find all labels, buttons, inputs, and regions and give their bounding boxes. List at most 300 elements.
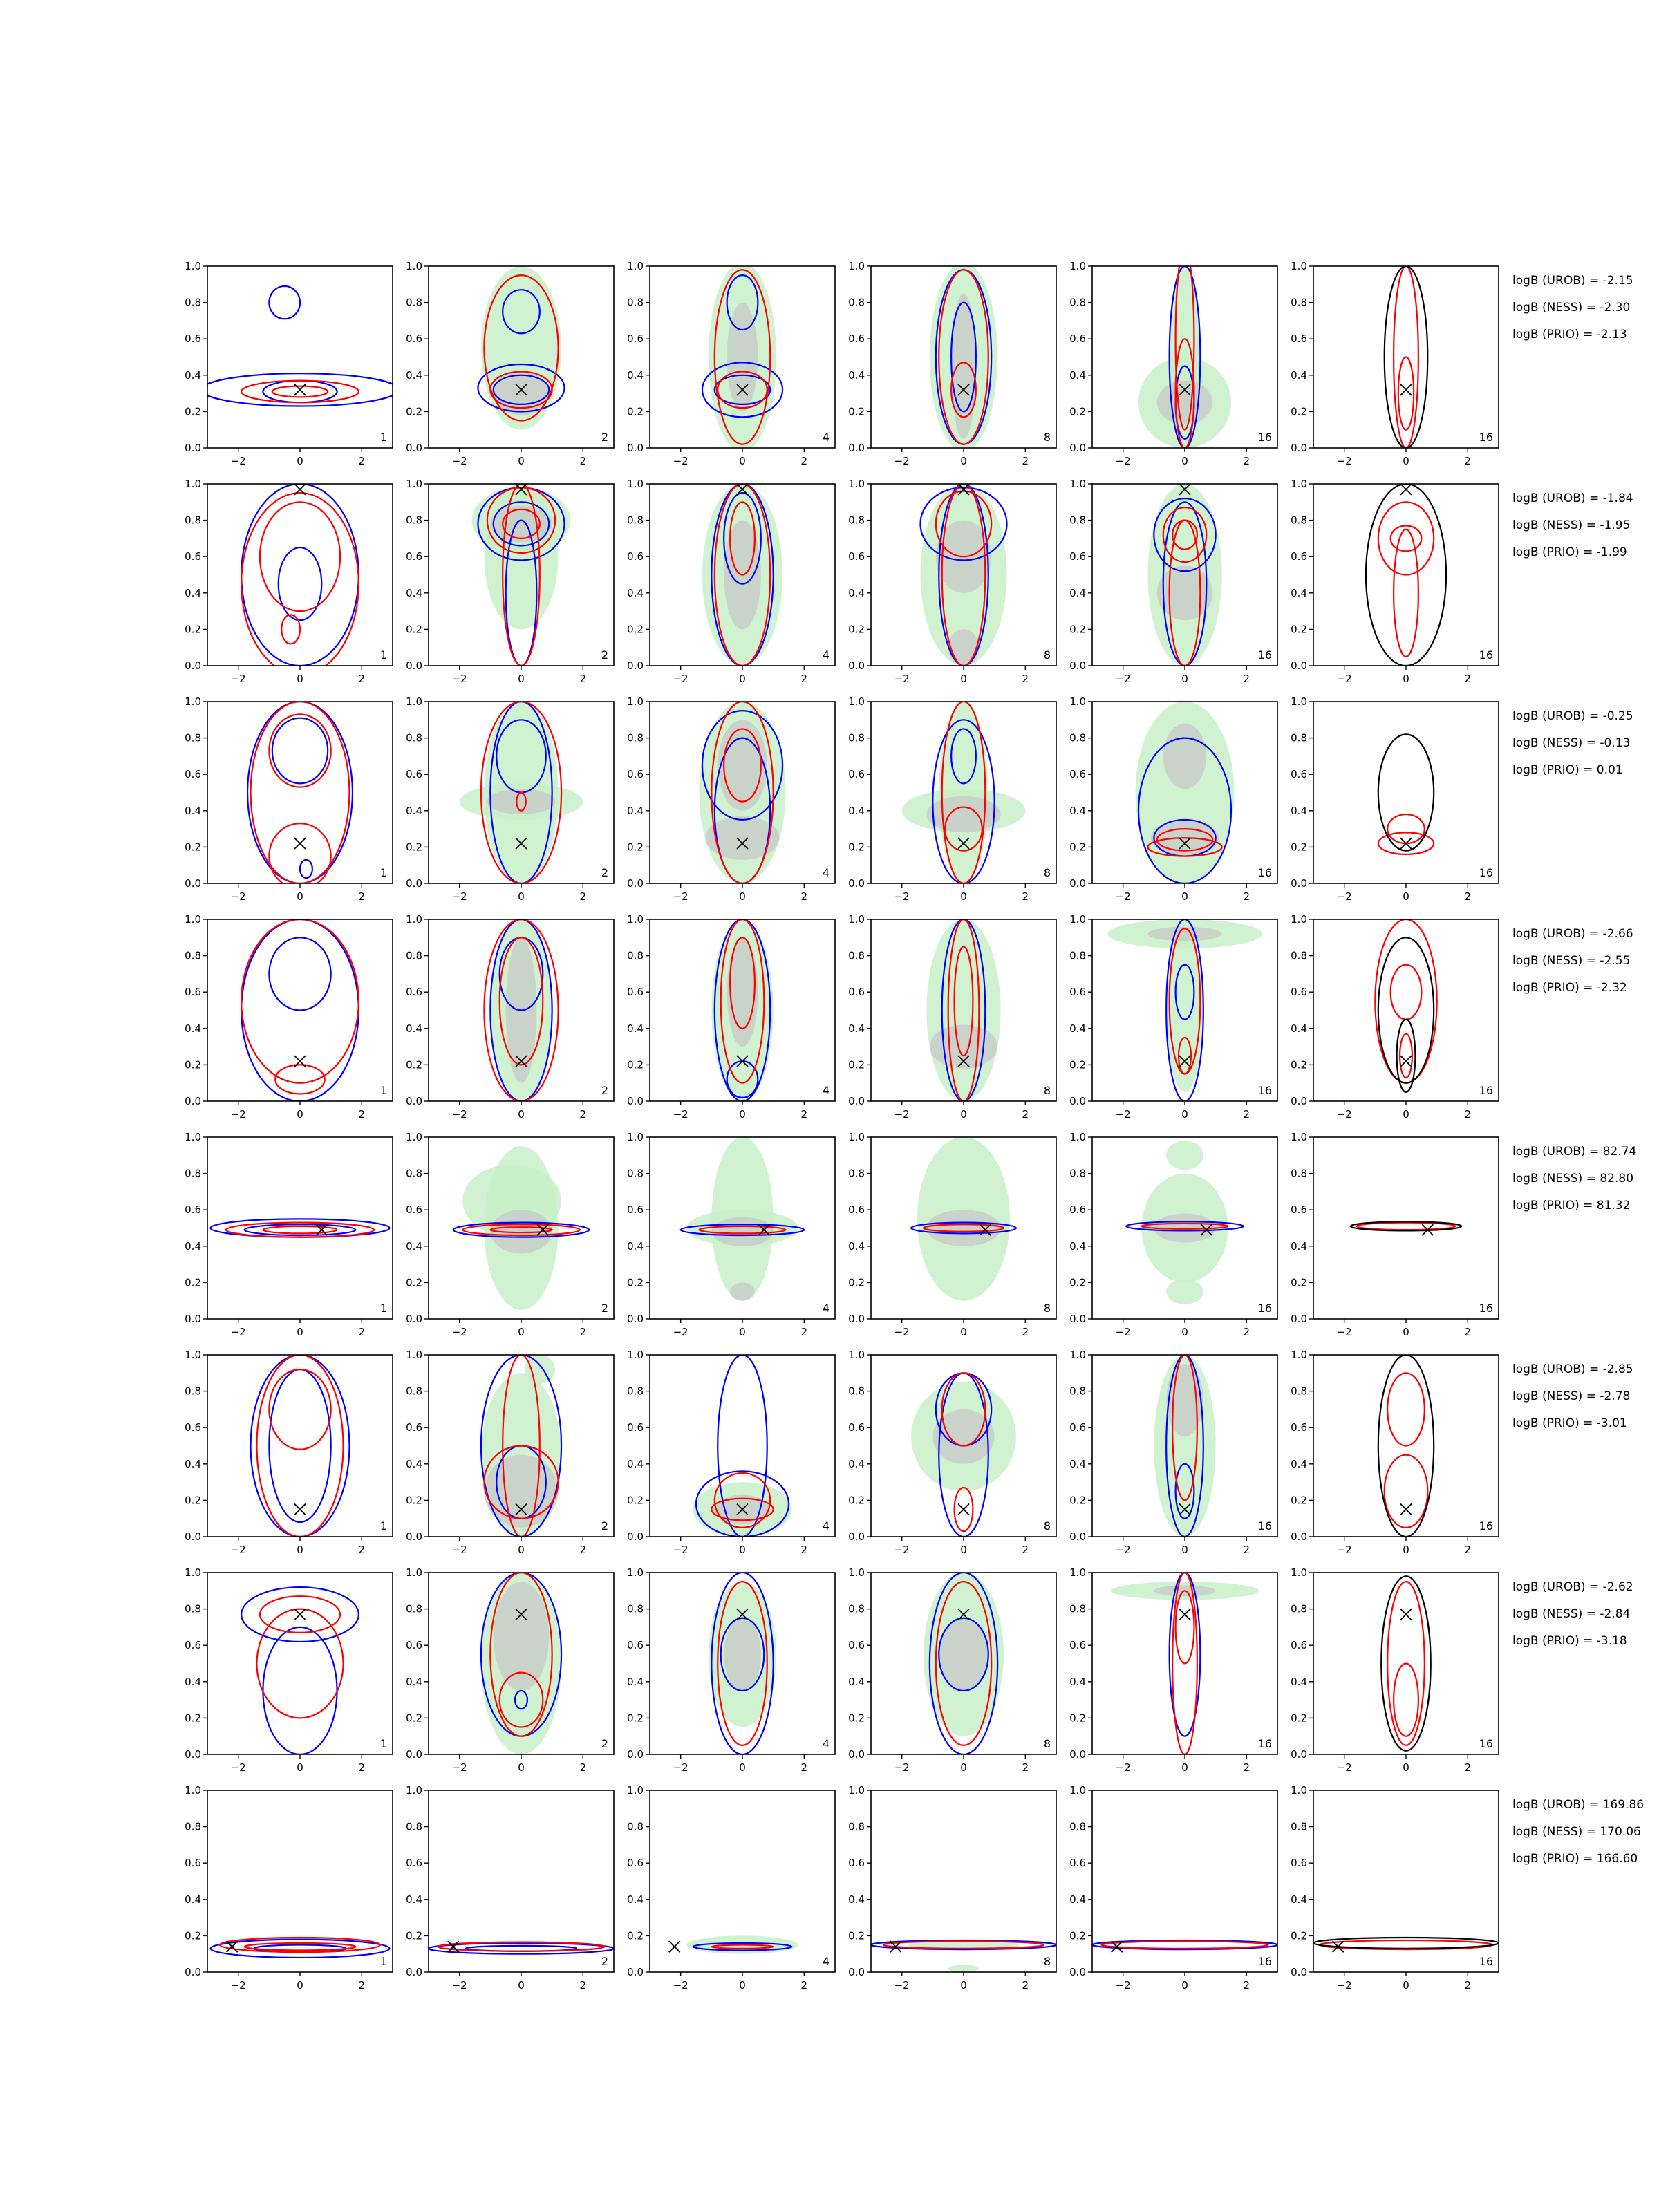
x-tick-label: 2	[579, 1326, 587, 1338]
panel-row-1	[185, 248, 1633, 467]
blue-contour-1	[241, 484, 359, 666]
x-tick-label: −2	[451, 1108, 467, 1121]
red-contour-2	[1176, 1591, 1194, 1663]
y-tick-label: 0.8	[1291, 1167, 1307, 1180]
y-tick-label: 0.6	[406, 986, 422, 999]
x-tick-label: −2	[1336, 1761, 1352, 1774]
panel-r8-c5	[1069, 1784, 1277, 1991]
y-tick-label: 0.6	[848, 1203, 865, 1217]
panel-count-label: 4	[822, 648, 830, 662]
y-tick-label: 0.6	[1291, 768, 1307, 781]
x-tick-label: 2	[579, 455, 587, 467]
gray-contour-1	[727, 937, 758, 1047]
y-tick-label: 0.2	[848, 841, 865, 854]
y-tick-label: 0.4	[627, 1022, 644, 1035]
true-value-marker	[1400, 1609, 1412, 1620]
x-tick-label: 0	[518, 1761, 525, 1774]
panel-count-label: 16	[1257, 431, 1272, 444]
panel-count-label: 2	[601, 866, 608, 879]
y-tick-label: 0.6	[1291, 1203, 1307, 1217]
x-tick-label: 0	[518, 1979, 525, 1991]
y-tick-label: 0.2	[185, 1712, 201, 1725]
x-tick-label: 2	[1243, 1108, 1250, 1121]
panel-count-label: 8	[1043, 1519, 1051, 1533]
x-tick-label: 0	[297, 673, 303, 685]
y-tick-label: 0.0	[406, 1966, 422, 1978]
x-tick-label: 2	[1243, 673, 1250, 685]
x-tick-label: 0	[518, 1544, 525, 1556]
y-tick-label: 0.6	[185, 986, 201, 999]
y-tick-label: 0.8	[185, 1820, 201, 1833]
y-tick-label: 0.2	[185, 1058, 201, 1071]
x-tick-label: −2	[230, 1761, 246, 1774]
logb-label: logB (UROB) = 82.74	[1512, 1145, 1637, 1159]
panel-count-label: 8	[1043, 1737, 1051, 1750]
panel-count-label: 4	[822, 1084, 830, 1097]
y-tick-label: 0.0	[848, 1966, 865, 1978]
y-tick-label: 0.0	[1291, 1748, 1307, 1761]
y-tick-label: 0.0	[1069, 442, 1086, 454]
panel-count-label: 2	[601, 1302, 608, 1315]
panel-r3-c1	[185, 695, 393, 903]
y-tick-label: 0.2	[1069, 1058, 1086, 1071]
gray-contour-1	[727, 303, 758, 412]
panel-r8-c6	[1291, 1784, 1499, 1991]
panel-r3-c4	[848, 695, 1056, 903]
y-tick-label: 0.8	[1069, 1167, 1086, 1180]
panel-count-label: 1	[379, 1955, 387, 1968]
red-contour-1	[241, 919, 359, 1083]
y-tick-label: 0.6	[1069, 768, 1086, 781]
y-tick-label: 0.8	[1069, 296, 1086, 309]
panel-plot-area	[902, 702, 1026, 883]
y-tick-label: 0.4	[1291, 804, 1307, 817]
y-tick-label: 0.8	[406, 1385, 422, 1398]
y-tick-label: 0.4	[1069, 804, 1086, 817]
panel-plot-area	[1313, 1938, 1499, 1952]
y-tick-label: 0.4	[1069, 1022, 1086, 1035]
y-tick-label: 1.0	[1069, 1784, 1086, 1797]
y-tick-label: 0.6	[406, 550, 422, 563]
y-tick-label: 1.0	[848, 1566, 865, 1579]
panel-count-label: 16	[1257, 1519, 1272, 1533]
panel-count-label: 8	[1043, 1302, 1051, 1315]
panel-row-5	[185, 1131, 1636, 1338]
x-tick-label: −2	[451, 1544, 467, 1556]
panel-plot-area	[210, 1219, 389, 1237]
y-tick-label: 1.0	[1291, 1784, 1307, 1797]
x-tick-label: 2	[579, 1979, 587, 1991]
x-tick-label: 0	[1181, 1544, 1188, 1556]
y-tick-label: 0.2	[627, 1929, 644, 1942]
y-tick-label: 0.0	[406, 1748, 422, 1761]
y-tick-label: 0.6	[627, 986, 644, 999]
panel-row-3	[185, 695, 1633, 903]
x-tick-label: 0	[297, 1544, 303, 1556]
red-contour-1	[269, 714, 330, 787]
y-tick-label: 0.2	[406, 405, 422, 418]
y-tick-label: 0.2	[848, 405, 865, 418]
y-tick-label: 0.0	[185, 659, 201, 672]
x-tick-label: −2	[1115, 673, 1131, 685]
y-tick-label: 0.2	[627, 1494, 644, 1507]
y-tick-label: 0.8	[185, 1167, 201, 1180]
y-tick-label: 0.2	[406, 1058, 422, 1071]
y-tick-label: 0.8	[627, 1167, 644, 1180]
x-tick-label: −2	[673, 673, 688, 685]
x-tick-label: −2	[894, 455, 910, 467]
gray-contour-1	[926, 1210, 1000, 1246]
y-tick-label: 0.4	[406, 368, 422, 382]
gray-contour-1	[1163, 724, 1207, 789]
panel-frame	[207, 484, 393, 666]
y-tick-label: 0.4	[1291, 1239, 1307, 1253]
y-tick-label: 0.8	[1291, 514, 1307, 527]
y-tick-label: 0.8	[406, 296, 422, 309]
y-tick-label: 0.0	[1291, 1966, 1307, 1978]
y-tick-label: 0.0	[848, 659, 865, 672]
panel-plot-area	[478, 266, 564, 430]
x-tick-label: 2	[579, 1544, 587, 1556]
y-tick-label: 0.0	[406, 659, 422, 672]
panel-r2-c3	[627, 478, 835, 685]
panel-count-label: 4	[822, 866, 830, 879]
panel-plot-area	[472, 484, 571, 666]
x-tick-label: 0	[1403, 673, 1409, 685]
true-value-marker	[669, 1941, 680, 1952]
x-tick-label: 2	[1243, 455, 1250, 467]
panel-count-label: 16	[1479, 1519, 1493, 1533]
panel-r4-c6	[1291, 913, 1499, 1121]
logb-label: logB (UROB) = -2.15	[1512, 274, 1633, 288]
y-tick-label: 0.2	[1291, 1058, 1307, 1071]
y-tick-label: 0.2	[1291, 1712, 1307, 1725]
y-tick-label: 1.0	[1069, 695, 1086, 708]
true-value-marker	[294, 1609, 306, 1620]
panel-r2-c4	[848, 478, 1056, 685]
y-tick-label: 1.0	[1069, 1566, 1086, 1579]
y-tick-label: 0.4	[406, 1022, 422, 1035]
panel-count-label: 8	[1043, 866, 1051, 879]
panel-r6-c2	[406, 1349, 614, 1556]
y-tick-label: 0.4	[627, 1239, 644, 1253]
x-tick-label: −2	[894, 1544, 910, 1556]
gray-contour-2	[730, 1282, 755, 1300]
y-tick-label: 0.4	[1291, 586, 1307, 599]
y-tick-label: 0.2	[1069, 623, 1086, 636]
y-tick-label: 1.0	[627, 1349, 644, 1361]
y-tick-label: 0.4	[185, 586, 201, 599]
x-tick-label: 2	[579, 890, 587, 903]
y-tick-label: 0.6	[1069, 332, 1086, 346]
y-tick-label: 0.4	[627, 804, 644, 817]
x-tick-label: −2	[1336, 1108, 1352, 1121]
x-tick-label: −2	[230, 890, 246, 903]
x-tick-label: 0	[1181, 890, 1188, 903]
y-tick-label: 0.8	[185, 296, 201, 309]
panel-count-label: 4	[822, 1302, 830, 1315]
x-tick-label: 2	[358, 673, 366, 685]
x-tick-label: 0	[518, 1108, 525, 1121]
gray-contour-1	[1157, 381, 1212, 424]
y-tick-label: 0.6	[1291, 1857, 1307, 1870]
y-tick-label: 0.6	[1069, 986, 1086, 999]
y-tick-label: 0.0	[185, 1966, 201, 1978]
y-tick-label: 0.0	[406, 1530, 422, 1543]
y-tick-label: 0.2	[1069, 1494, 1086, 1507]
y-tick-label: 0.2	[406, 841, 422, 854]
y-tick-label: 0.2	[185, 841, 201, 854]
panel-count-label: 16	[1257, 1084, 1272, 1097]
y-tick-label: 0.6	[1291, 550, 1307, 563]
y-tick-label: 0.8	[185, 1385, 201, 1398]
y-tick-label: 0.8	[848, 949, 865, 962]
gray-contour-2	[948, 629, 980, 666]
y-tick-label: 0.0	[1069, 1095, 1086, 1107]
panel-count-label: 4	[822, 1737, 830, 1750]
x-tick-label: 2	[800, 1326, 808, 1338]
x-tick-label: 2	[1464, 1108, 1472, 1121]
y-tick-label: 0.8	[1069, 731, 1086, 744]
x-tick-label: 0	[1403, 1544, 1409, 1556]
x-tick-label: 2	[1022, 1761, 1029, 1774]
y-tick-label: 0.0	[848, 1313, 865, 1325]
x-tick-label: 0	[1181, 1979, 1188, 1991]
panel-plot-area	[1147, 484, 1221, 666]
panel-r6-c1	[185, 1349, 393, 1556]
y-tick-label: 0.4	[1069, 368, 1086, 382]
x-tick-label: 0	[960, 1326, 967, 1338]
panel-r1-c2	[406, 260, 614, 467]
blue-contour-1	[247, 702, 353, 883]
y-tick-label: 0.6	[185, 768, 201, 781]
y-tick-label: 1.0	[406, 478, 422, 490]
y-tick-label: 0.4	[185, 804, 201, 817]
panel-plot-area	[1375, 919, 1436, 1092]
true-value-marker	[294, 1504, 306, 1515]
panel-r5-c4	[848, 1131, 1056, 1338]
y-tick-label: 0.2	[627, 1058, 644, 1071]
panel-count-label: 8	[1043, 431, 1051, 444]
y-tick-label: 0.2	[848, 1058, 865, 1071]
x-tick-label: −2	[230, 455, 246, 467]
panel-r3-c5	[1069, 695, 1277, 903]
panel-count-label: 2	[601, 1955, 608, 1968]
x-tick-label: 0	[518, 1326, 525, 1338]
y-tick-label: 0.0	[627, 1095, 644, 1107]
x-tick-label: −2	[1336, 1979, 1352, 1991]
y-tick-label: 0.8	[848, 1385, 865, 1398]
panel-r1-c6	[1291, 260, 1499, 467]
panel-count-label: 1	[379, 866, 387, 879]
x-tick-label: 2	[800, 1979, 808, 1991]
y-tick-label: 0.6	[627, 1421, 644, 1434]
y-tick-label: 0.6	[185, 1857, 201, 1870]
logb-label: logB (NESS) = 82.80	[1512, 1172, 1634, 1185]
y-tick-label: 0.2	[1291, 1929, 1307, 1942]
panel-plot-area	[1378, 1355, 1434, 1537]
panel-plot-area	[1107, 919, 1262, 1101]
x-tick-label: 2	[800, 673, 808, 685]
y-tick-label: 0.6	[406, 1421, 422, 1434]
true-value-marker	[1400, 384, 1412, 395]
panel-plot-area	[930, 263, 997, 452]
logb-label: logB (NESS) = -2.78	[1512, 1389, 1631, 1403]
panel-count-label: 16	[1479, 1955, 1493, 1968]
gray-contour-1	[494, 1582, 549, 1691]
x-tick-label: −2	[1115, 1979, 1131, 1991]
logb-label: logB (UROB) = -2.66	[1512, 927, 1633, 941]
panel-r8-c4	[848, 1784, 1056, 1991]
y-tick-label: 0.2	[1069, 1929, 1086, 1942]
y-tick-label: 0.0	[848, 877, 865, 890]
x-tick-label: 0	[739, 1761, 746, 1774]
green-contour-2	[948, 1965, 980, 1972]
panel-r5-c2	[406, 1131, 614, 1338]
panel-plot-area	[484, 919, 558, 1101]
green-contour-2	[1166, 928, 1203, 1092]
panel-plot-area	[1381, 1576, 1430, 1750]
x-tick-label: 2	[800, 1761, 808, 1774]
y-tick-label: 1.0	[406, 1131, 422, 1143]
y-tick-label: 1.0	[1291, 913, 1307, 926]
panel-count-label: 1	[379, 1519, 387, 1533]
x-tick-label: −2	[230, 1544, 246, 1556]
y-tick-label: 0.8	[848, 514, 865, 527]
panel-plot-area	[924, 1573, 1004, 1754]
red-contour-3	[1400, 1034, 1412, 1078]
panel-r3-c2	[406, 695, 614, 903]
y-tick-label: 0.0	[185, 1313, 201, 1325]
panel-plot-area	[669, 1936, 798, 1953]
y-tick-label: 0.2	[848, 1929, 865, 1942]
panel-plot-area	[1138, 248, 1231, 448]
x-tick-label: −2	[894, 1979, 910, 1991]
panel-r5-c5	[1069, 1131, 1277, 1338]
red-contour-1	[260, 502, 340, 611]
panel-r3-c3	[627, 695, 835, 903]
panel-count-label: 4	[822, 431, 830, 444]
y-tick-label: 0.2	[627, 841, 644, 854]
y-tick-label: 0.2	[848, 1712, 865, 1725]
panel-count-label: 16	[1257, 1302, 1272, 1315]
logb-label: logB (UROB) = 169.86	[1512, 1798, 1644, 1812]
red-contour-1	[241, 381, 359, 403]
y-tick-label: 0.4	[627, 1675, 644, 1688]
y-tick-label: 0.4	[1291, 368, 1307, 382]
y-tick-label: 0.0	[406, 877, 422, 890]
red-contour-1	[1357, 1223, 1456, 1230]
panel-plot-area	[251, 1355, 350, 1537]
x-tick-label: −2	[1336, 673, 1352, 685]
y-tick-label: 0.6	[185, 1421, 201, 1434]
blue-contour-3	[300, 860, 312, 878]
x-tick-label: 0	[1403, 1979, 1409, 1991]
x-tick-label: 0	[739, 673, 746, 685]
logb-label: logB (NESS) = -2.30	[1512, 301, 1631, 315]
y-tick-label: 1.0	[848, 695, 865, 708]
y-tick-label: 1.0	[185, 913, 201, 926]
y-tick-label: 1.0	[185, 1784, 201, 1797]
panel-plot-area	[1126, 1141, 1244, 1304]
y-tick-label: 0.8	[406, 1820, 422, 1833]
x-tick-label: −2	[673, 1544, 688, 1556]
panel-row-6	[185, 1349, 1633, 1556]
y-tick-label: 0.6	[627, 332, 644, 346]
y-tick-label: 0.8	[185, 731, 201, 744]
x-tick-label: 2	[1243, 1544, 1250, 1556]
panel-frame	[207, 266, 393, 448]
y-tick-label: 1.0	[627, 260, 644, 272]
x-tick-label: −2	[673, 1326, 688, 1338]
panel-plot-area	[1154, 1355, 1215, 1537]
y-tick-label: 0.4	[1069, 1893, 1086, 1906]
y-tick-label: 0.8	[627, 1385, 644, 1398]
x-tick-label: 0	[739, 1326, 746, 1338]
x-tick-label: −2	[451, 1979, 467, 1991]
y-tick-label: 0.8	[627, 1602, 644, 1615]
y-tick-label: 0.6	[627, 768, 644, 781]
true-value-marker	[1400, 1504, 1412, 1515]
y-tick-label: 1.0	[1291, 1131, 1307, 1143]
x-tick-label: 2	[579, 673, 587, 685]
y-tick-label: 1.0	[406, 1349, 422, 1361]
x-tick-label: 0	[739, 455, 746, 467]
panel-plot-area	[702, 263, 782, 452]
y-tick-label: 1.0	[406, 695, 422, 708]
panel-frame	[207, 1573, 393, 1754]
x-tick-label: 0	[1181, 455, 1188, 467]
x-tick-label: −2	[230, 1326, 246, 1338]
x-tick-label: 0	[518, 673, 525, 685]
panel-r1-c3	[627, 260, 835, 467]
x-tick-label: −2	[1336, 455, 1352, 467]
panel-row-4	[185, 913, 1633, 1121]
panel-r5-c6	[1291, 1131, 1499, 1338]
panel-count-label: 2	[601, 431, 608, 444]
y-tick-label: 0.4	[406, 1893, 422, 1906]
panel-r7-c3	[627, 1566, 835, 1774]
panel-plot-area	[1092, 1940, 1277, 1952]
y-tick-label: 0.0	[848, 1748, 865, 1761]
x-tick-label: 2	[358, 455, 366, 467]
x-tick-label: −2	[451, 1326, 467, 1338]
x-tick-label: 2	[1464, 1761, 1472, 1774]
y-tick-label: 1.0	[185, 695, 201, 708]
y-tick-label: 0.4	[185, 1457, 201, 1470]
y-tick-label: 0.0	[185, 442, 201, 454]
true-value-marker	[1400, 484, 1412, 495]
y-tick-label: 0.0	[185, 1748, 201, 1761]
panel-plot-area	[1136, 702, 1235, 883]
panel-plot-area	[681, 1137, 805, 1301]
y-tick-label: 0.2	[406, 623, 422, 636]
logb-label: logB (NESS) = -1.95	[1512, 518, 1631, 532]
red-contour-3	[281, 615, 300, 644]
red-contour-2	[1387, 814, 1425, 843]
y-tick-label: 0.6	[848, 332, 865, 346]
y-tick-label: 0.2	[1291, 405, 1307, 418]
y-tick-label: 1.0	[848, 1349, 865, 1361]
panel-plot-area	[871, 1940, 1056, 1972]
x-tick-label: −2	[451, 673, 467, 685]
y-tick-label: 0.2	[185, 1929, 201, 1942]
x-tick-label: 0	[960, 1761, 967, 1774]
y-tick-label: 0.2	[627, 1712, 644, 1725]
y-tick-label: 0.0	[1291, 1095, 1307, 1107]
x-tick-label: 0	[297, 1979, 303, 1991]
x-tick-label: 2	[1243, 1761, 1250, 1774]
